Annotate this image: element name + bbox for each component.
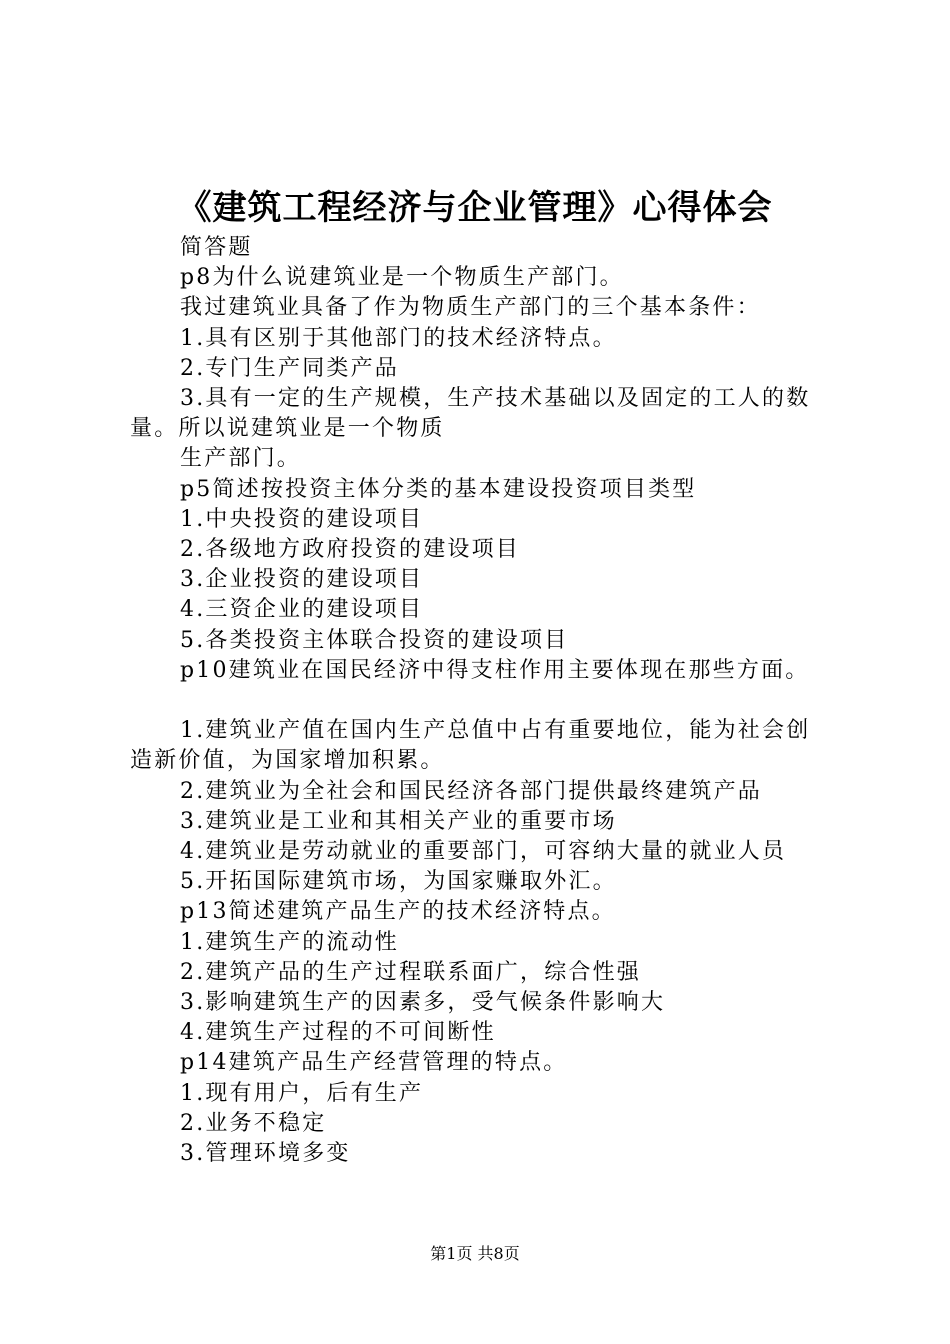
list-item: 4.建筑生产过程的不可间断性: [180, 1020, 496, 1046]
question-p10: p10建筑业在国民经济中得支柱作用主要体现在那些方面。: [180, 657, 810, 683]
list-item: 2.专门生产同类产品: [180, 355, 399, 381]
list-item: 2.业务不稳定: [180, 1110, 327, 1136]
document-body: [130, 233, 830, 1169]
blank-line: [130, 686, 830, 716]
list-item: 3.具有一定的生产规模，生产技术基础以及固定的工人的数量。所以说建筑业是一个物质: [130, 386, 811, 442]
question-p13: p13简述建筑产品生产的技术经济特点。: [180, 899, 616, 925]
list-item: 3.企业投资的建设项目: [180, 567, 424, 593]
list-item: 2.建筑产品的生产过程联系面广，综合性强: [180, 959, 641, 985]
list-item: 1.现有用户，后有生产: [180, 1080, 424, 1106]
list-item: 4.建筑业是劳动就业的重要部门，可容纳大量的就业人员: [180, 839, 787, 865]
list-item: 3.建筑业是工业和其相关产业的重要市场: [180, 808, 617, 834]
list-item: 1.具有区别于其他部门的技术经济特点。: [180, 325, 617, 351]
list-item: 2.各级地方政府投资的建设项目: [180, 537, 520, 563]
question-p8: p8为什么说建筑业是一个物质生产部门。: [180, 265, 624, 291]
list-item: 3.影响建筑生产的因素多，受气候条件影响大: [180, 990, 666, 1016]
list-item: 3.管理环境多变: [180, 1141, 351, 1167]
list-item: 5.各类投资主体联合投资的建设项目: [180, 627, 569, 653]
list-item: 4.三资企业的建设项目: [180, 597, 424, 623]
answer-line: 生产部门。: [180, 446, 302, 472]
answer-line: 我过建筑业具备了作为物质生产部门的三个基本条件：: [180, 295, 761, 321]
list-item: 1.中央投资的建设项目: [180, 506, 424, 532]
question-p14: p14建筑产品生产经营管理的特点。: [180, 1050, 568, 1076]
page-number: 第1页 共8页: [430, 1244, 520, 1263]
list-item: 5.开拓国际建筑市场，为国家赚取外汇。: [180, 869, 617, 895]
document-title: 《建筑工程经济与企业管理》心得体会: [177, 188, 773, 228]
question-p5: p5简述按投资主体分类的基本建设投资项目类型: [180, 476, 697, 502]
line-heading: 简答题: [180, 235, 253, 260]
list-item: 2.建筑业为全社会和国民经济各部门提供最终建筑产品: [180, 778, 762, 804]
list-item: 1.建筑业产值在国内生产总值中占有重要地位，能为社会创造新价值，为国家增加积累。: [130, 718, 811, 774]
list-item: 1.建筑生产的流动性: [180, 929, 399, 955]
